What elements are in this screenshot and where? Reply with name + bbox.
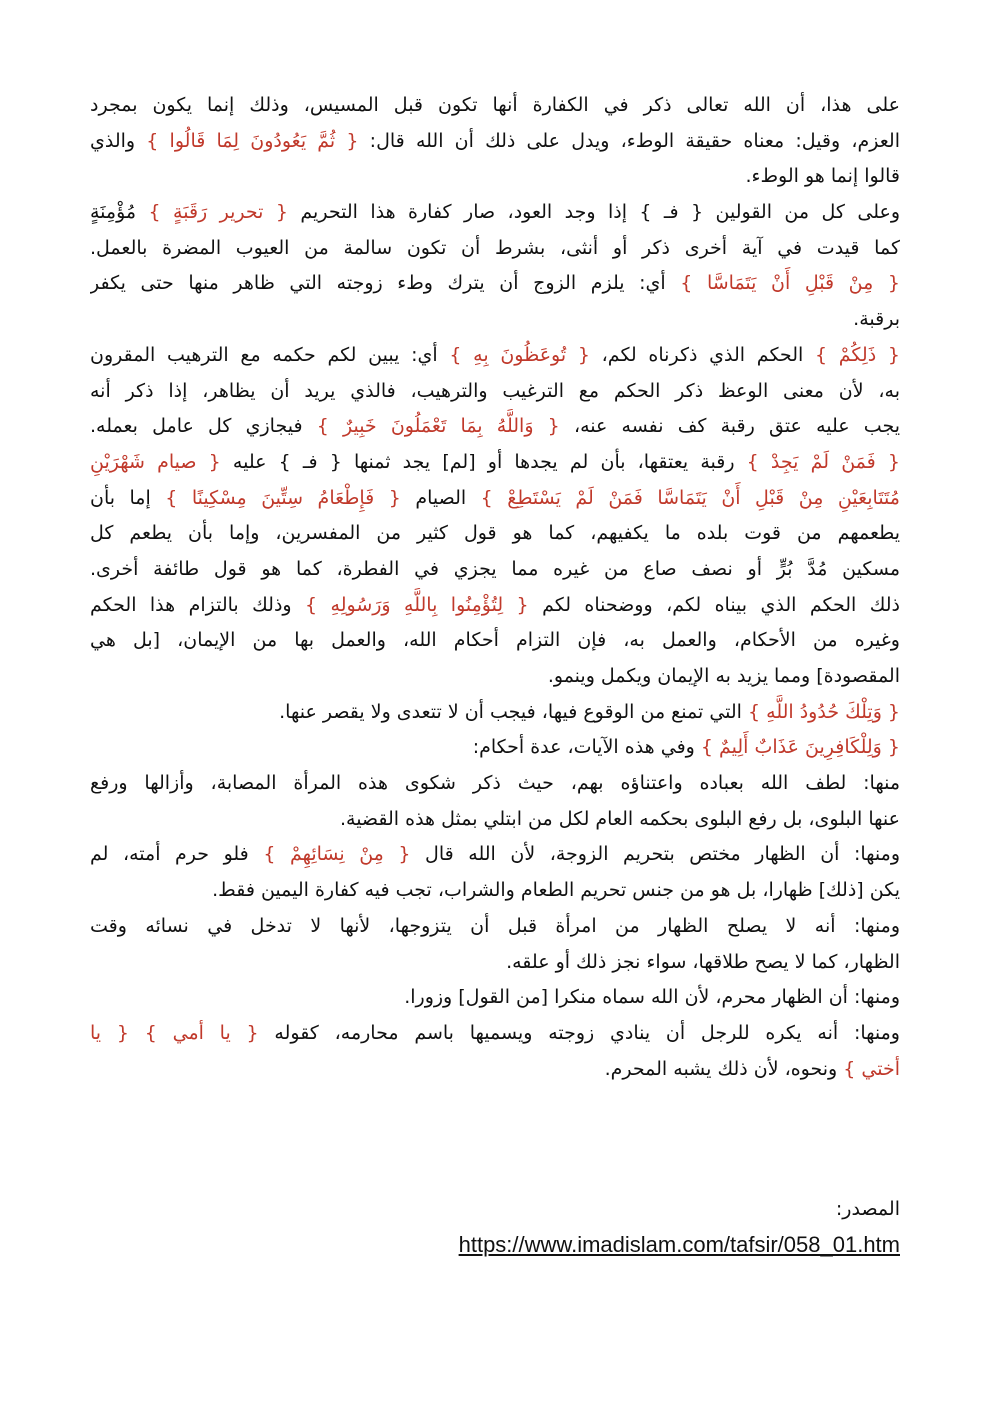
text-segment: مسكين مُدَّ بُرٍّ أو نصف صاع من غيره مما يجزي في الفطرة، كما هو قول طائفة أخرى.: [90, 557, 900, 580]
text-segment: على هذا، أن الله تعالى ذكر في الكفارة أنها تكون قبل المسيس، وذلك إنما يكون بمجرد: [90, 94, 900, 116]
text-line: [90, 945, 900, 981]
quran-quote: { وَتِلْكَ حُدُودُ اللَّهِ }: [748, 700, 900, 723]
text-segment: الحكم الذي ذكرناه لكم،: [589, 343, 815, 366]
text-segment: به، لأن معنى الوعظ ذكر الحكم مع الترغيب والترهيب، فالذي يريد أن يظاهر، إذا ذكر أنه: [90, 379, 900, 402]
text-line: [90, 409, 900, 445]
text-segment: الصيام: [400, 486, 481, 509]
quran-quote: { ذَلِكُمْ }: [814, 343, 900, 366]
text-line: [90, 159, 900, 195]
text-segment: ومنها: أنه لا يصلح الظهار من امرأة قبل أن يتزوجها، لأنها لا تدخل في نسائه وقت: [90, 914, 900, 937]
document-body: [90, 88, 900, 1087]
text-segment: والذي: [90, 129, 147, 152]
text-line: [90, 802, 900, 838]
text-segment: ومنها: أن الظهار مختص بتحريم الزوجة، لأن الله قال: [410, 843, 900, 866]
text-line: [90, 623, 900, 659]
text-segment: قالوا إنما هو الوطء.: [745, 165, 900, 188]
text-line: [90, 481, 900, 517]
text-segment: إما بأن: [90, 486, 166, 509]
text-segment: وذلك بالتزام هذا الحكم: [90, 593, 306, 616]
text-line: [90, 374, 900, 410]
text-line: [90, 659, 900, 695]
text-line: [90, 588, 900, 624]
text-line: [90, 1052, 900, 1088]
quran-quote: { فَمَنْ لَمْ يَجِدْ }: [746, 450, 900, 473]
source-block: [90, 1192, 900, 1263]
quran-quote: { تحرير رَقَبَةٍ }: [148, 201, 288, 224]
quran-quote: { يا أمي }: [144, 1021, 259, 1044]
text-line: [90, 552, 900, 588]
text-segment: المقصودة] ومما يزيد به الإيمان ويكمل وينمو.: [547, 665, 900, 687]
text-line: [90, 88, 900, 124]
text-segment: [129, 1022, 145, 1044]
text-segment: أي: يبين لكم حكمه مع الترهيب المقرون: [90, 343, 450, 366]
quran-quote: مُتَتَابِعَيْنِ مِنْ قَبْلِ أَنْ يَتَمَاسَّا فَمَنْ لَمْ يَسْتَطِعْ }: [480, 486, 900, 509]
source-url-link[interactable]: https://www.imadislam.com/tafsir/058_01.htm: [458, 1232, 900, 1257]
quran-quote: { وَاللَّهُ بِمَا تَعْمَلُونَ خَبِيرٌ }: [316, 415, 560, 438]
text-line: [90, 909, 900, 945]
text-segment: أي: يلزم الزوج أن يترك وطء زوجته التي ظاهر منها حتى يكفر: [90, 272, 681, 295]
text-segment: منها: لطف الله بعباده واعتناؤه بهم، حيث ذكر شكوى هذه المرأة المصابة، وأزالها ورفع: [90, 772, 900, 795]
text-line: [90, 445, 900, 481]
text-segment: وعلى كل من القولين { فـ } إذا وجد العود، صار كفارة هذا التحريم: [287, 201, 900, 224]
text-line: [90, 231, 900, 267]
text-line: [90, 837, 900, 873]
text-line: [90, 730, 900, 766]
text-segment: ومنها: أنه يكره للرجل أن ينادي زوجته ويسميها باسم محارمه، كقوله: [258, 1021, 900, 1044]
text-segment: فيجازي كل عامل بعمله.: [90, 415, 317, 438]
text-line: [90, 1016, 900, 1052]
quran-quote: أختي }: [843, 1057, 900, 1080]
source-label: المصدر:: [835, 1198, 900, 1220]
text-line: [90, 124, 900, 160]
quran-quote: { فَإِطْعَامُ سِتِّينَ مِسْكِينًا }: [165, 486, 401, 509]
text-segment: برقبة.: [853, 308, 900, 331]
text-segment: كما قيدت في آية أخرى ذكر أو أنثى، بشرط أن تكون سالمة من العيوب المضرة بالعمل.: [90, 236, 900, 259]
text-segment: ذلك الحكم الذي بيناه لكم، ووضحناه لكم: [528, 593, 900, 616]
text-line: [90, 338, 900, 374]
text-segment: وغيره من الأحكام، والعمل به، فإن التزام أحكام الله، والعمل بها من الإيمان، [بل هي: [90, 629, 900, 652]
text-segment: الظهار، كما لا يصح طلاقها، سواء نجز ذلك أو علقه.: [506, 950, 900, 973]
quran-quote: { يا: [90, 1021, 129, 1044]
text-segment: ومنها: أن الظهار محرم، لأن الله سماه منكرا [من القول] وزورا.: [404, 986, 900, 1009]
quran-quote: { لِتُؤْمِنُوا بِاللَّهِ وَرَسُولِهِ }: [305, 593, 529, 616]
text-line: [90, 516, 900, 552]
quran-quote: { وَلِلْكَافِرِينَ عَذَابٌ أَلِيمٌ }: [700, 736, 900, 759]
text-segment: التي تمنع من الوقوع فيها، فيجب أن لا تتعدى ولا يقصر عنها.: [279, 700, 748, 723]
text-segment: يكن [ذلك] ظهارا، بل هو من جنس تحريم الطعام والشراب، تجب فيه كفارة اليمين فقط.: [212, 879, 900, 902]
text-line: [90, 873, 900, 909]
text-segment: رقبة يعتقها، بأن لم يجدها أو [لم] يجد ثمنها { فـ } عليه: [220, 450, 747, 473]
quran-quote: { ثُمَّ يَعُودُونَ لِمَا قَالُوا }: [146, 129, 359, 152]
text-segment: مُؤْمِنَةٍ: [90, 201, 149, 224]
text-line: [90, 695, 900, 731]
text-segment: العزم، وقيل: معناه حقيقة الوطء، ويدل على ذلك أن الله قال:: [358, 129, 900, 152]
text-line: [90, 302, 900, 338]
quran-quote: { تُوعَظُونَ بِهِ }: [449, 343, 590, 366]
quran-quote: { صيام شَهْرَيْنِ: [90, 450, 221, 473]
text-line: [90, 266, 900, 302]
text-segment: ونحوه، لأن ذلك يشبه المحرم.: [604, 1057, 844, 1080]
quran-quote: { مِنْ قَبْلِ أَنْ يَتَمَاسَّا }: [680, 272, 900, 295]
text-line: [90, 195, 900, 231]
text-line: [90, 980, 900, 1016]
text-segment: فلو حرم أمته، لم: [90, 843, 264, 866]
text-line: [90, 766, 900, 802]
text-segment: عنها البلوى، بل رفع البلوى بحكمه العام لكل من ابتلي بمثل هذه القضية.: [339, 807, 900, 830]
text-segment: وفي هذه الآيات، عدة أحكام:: [472, 736, 701, 759]
text-segment: يجب عليه عتق رقبة كف نفسه عنه،: [559, 415, 900, 438]
quran-quote: { مِنْ نِسَائِهِمْ }: [263, 843, 411, 866]
text-segment: يطعمهم من قوت بلده ما يكفيهم، كما هو قول كثير من المفسرين، وإما بأن يطعم كل: [90, 522, 900, 545]
